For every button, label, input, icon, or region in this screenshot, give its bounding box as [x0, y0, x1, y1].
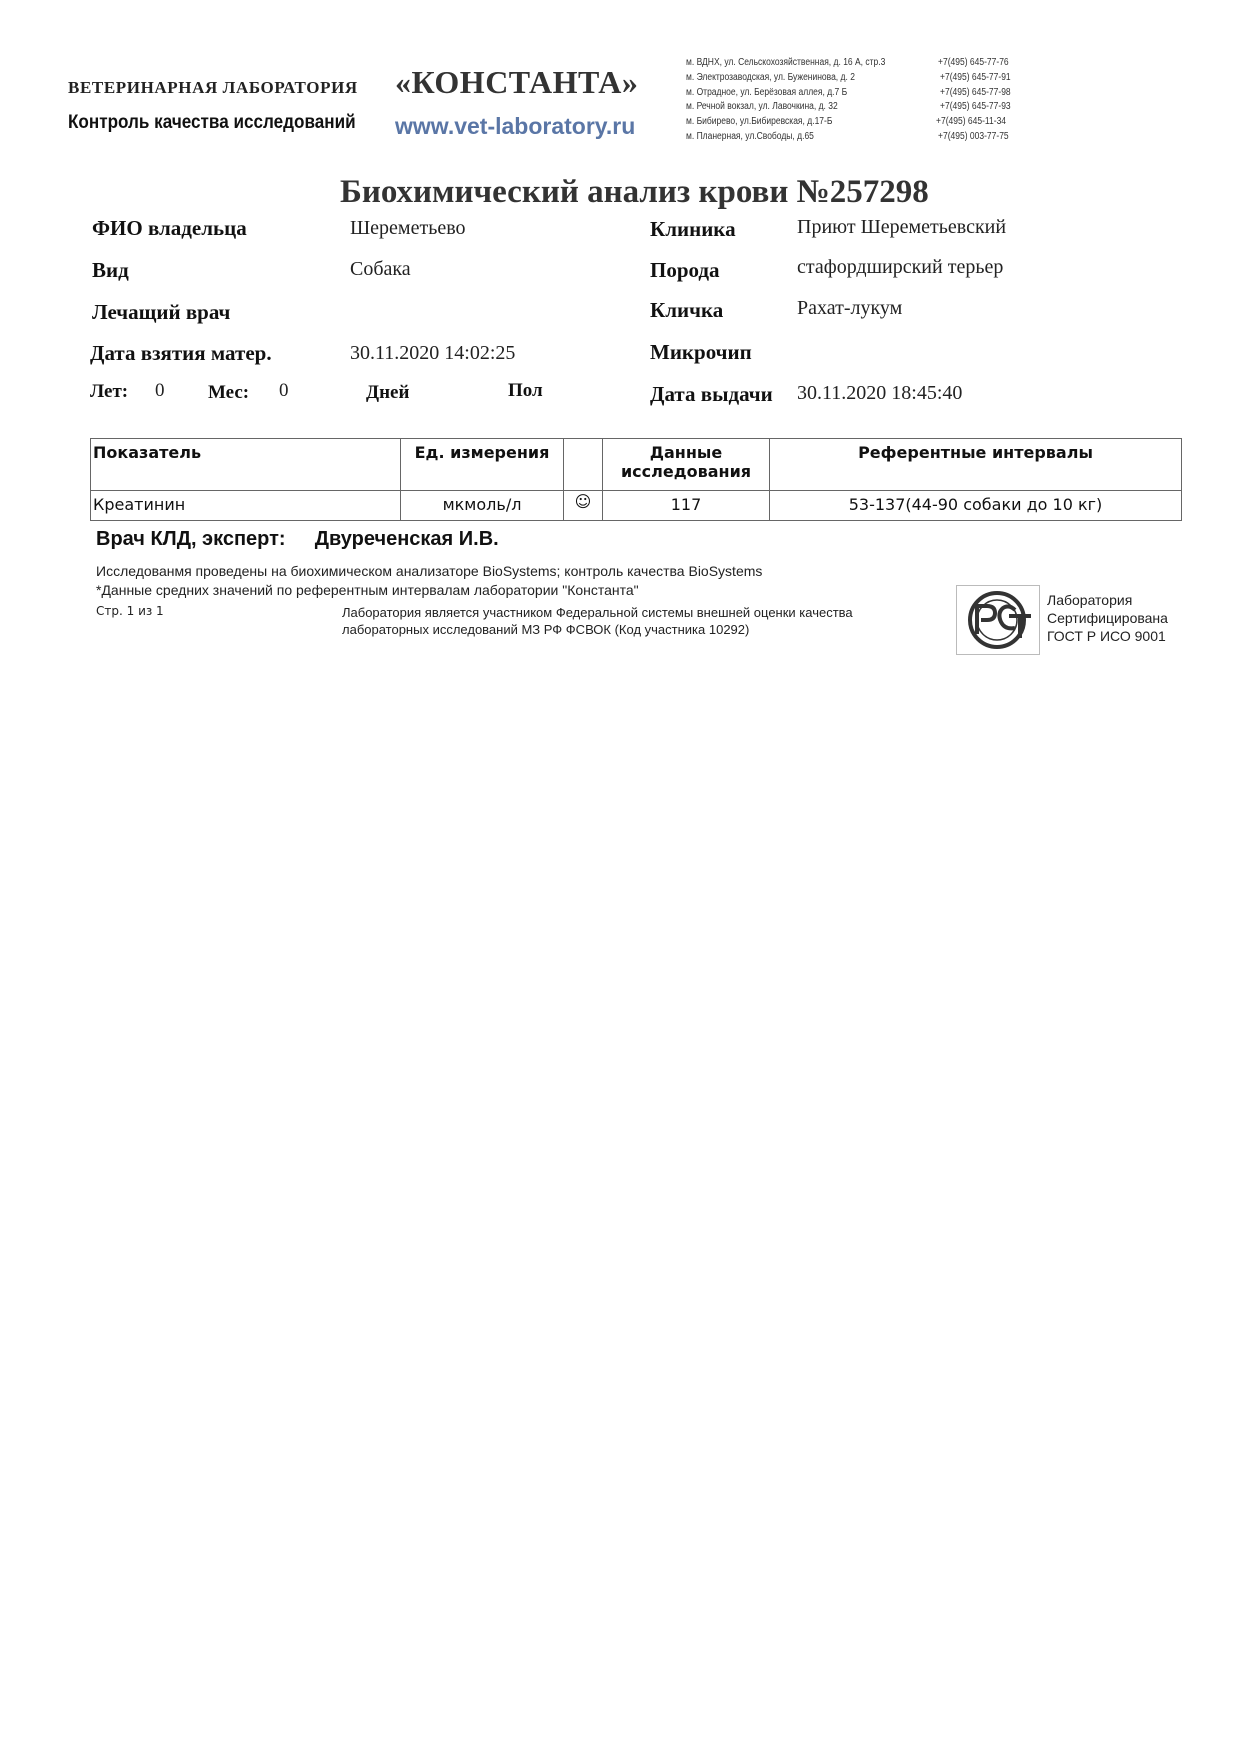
- age-years-value: 0: [155, 380, 165, 401]
- fsvok-note-line1: Лаборатория является участником Федеральной системы внешней оценки качества: [342, 605, 853, 620]
- address-line: м. Речной вокзал, ул. Лавочкина, д. 32: [686, 101, 838, 112]
- column-header-parameter: Показатель: [91, 439, 401, 491]
- sample-date-value: 30.11.2020 14:02:25: [350, 342, 516, 364]
- rst-logo-icon: [957, 586, 1039, 654]
- expert-name: Двуреченская И.В.: [314, 528, 499, 550]
- owner-label: ФИО владельца: [92, 216, 247, 240]
- table-header-row: [91, 439, 1182, 491]
- phone-number: +7(495) 645-77-91: [940, 72, 1011, 83]
- pet-name-label: Кличка: [650, 298, 724, 322]
- address-line: м. Бибирево, ул.Бибиревская, д.17-Б: [686, 116, 833, 127]
- species-value: Собака: [350, 258, 411, 280]
- attending-doctor-label: Лечащий врач: [92, 300, 231, 324]
- results-table: [90, 438, 1182, 521]
- certification-line1: Лаборатория: [1047, 592, 1133, 608]
- issue-date-label: Дата выдачи: [650, 382, 773, 406]
- lab-name: ВЕТЕРИНАРНАЯ ЛАБОРАТОРИЯ: [68, 78, 358, 97]
- column-header-unit: Ед. измерения: [401, 439, 564, 491]
- rst-certification-logo: [956, 585, 1040, 655]
- breed-value: стафордширский терьер: [797, 256, 1004, 278]
- phone-number: +7(495) 003-77-75: [938, 131, 1009, 142]
- microchip-label: Микрочип: [650, 340, 752, 364]
- page-number: Стр. 1 из 1: [96, 604, 164, 618]
- phone-number: +7(495) 645-77-93: [940, 101, 1011, 112]
- owner-value: Шереметьево: [350, 217, 466, 239]
- expert-label: Врач КЛД, эксперт:: [96, 528, 286, 550]
- reference-cell: 53-137(44-90 собаки до 10 кг): [770, 491, 1182, 521]
- column-header-result: Данные исследования: [603, 439, 770, 491]
- document-title: Биохимический анализ крови №257298: [340, 174, 929, 210]
- address-line: м. Электрозаводская, ул. Буженинова, д. 2: [686, 72, 855, 83]
- breed-label: Порода: [650, 258, 720, 282]
- parameter-cell: Креатинин: [91, 491, 401, 521]
- age-years-label: Лет:: [90, 381, 129, 402]
- quality-control-caption: Контроль качества исследований: [68, 112, 356, 133]
- expert-signature: [96, 528, 499, 551]
- lab-brand: «КОНСТАНТА»: [395, 64, 639, 100]
- species-label: Вид: [92, 258, 129, 282]
- address-line: м. Планерная, ул.Свободы, д.65: [686, 131, 814, 142]
- unit-cell: мкмоль/л: [401, 491, 564, 521]
- column-header-reference: Референтные интервалы: [770, 439, 1182, 491]
- address-line: м. ВДНХ, ул. Сельскохозяйственная, д. 16 А, стр.3: [686, 57, 886, 68]
- phone-number: +7(495) 645-77-76: [938, 57, 1009, 68]
- certification-line2: Сертифицирована: [1047, 610, 1168, 626]
- age-days-label: Дней: [366, 382, 410, 403]
- table-row: [91, 491, 1182, 521]
- age-months-label: Мес:: [208, 382, 250, 403]
- clinic-value: Приют Шереметьевский: [797, 216, 1007, 238]
- fsvok-note-line2: лабораторных исследований МЗ РФ ФСВОК (Код участника 10292): [342, 622, 750, 637]
- certification-line3: ГОСТ Р ИСО 9001: [1047, 628, 1166, 644]
- analyzer-note: Исследованмя проведены на биохимическом анализаторе BioSystems; контроль качества BioSystems: [96, 563, 763, 579]
- column-header-flag: [564, 439, 603, 491]
- age-months-value: 0: [279, 380, 289, 401]
- clinic-label: Клиника: [650, 217, 736, 241]
- issue-date-value: 30.11.2020 18:45:40: [797, 382, 963, 404]
- address-line: м. Отрадное, ул. Берёзовая аллея, д.7 Б: [686, 87, 848, 98]
- phone-number: +7(495) 645-11-34: [936, 116, 1007, 127]
- sample-date-label: Дата взятия матер.: [90, 341, 272, 365]
- reference-note: *Данные средних значений по референтным интервалам лаборатории "Константа": [96, 582, 639, 598]
- website-link[interactable]: www.vet-laboratory.ru: [395, 113, 636, 139]
- phone-number: +7(495) 645-77-98: [940, 87, 1011, 98]
- pet-name-value: Рахат-лукум: [797, 297, 903, 319]
- smiley-icon: ☺: [564, 491, 603, 521]
- result-cell: 117: [603, 491, 770, 521]
- sex-label: Пол: [508, 380, 543, 401]
